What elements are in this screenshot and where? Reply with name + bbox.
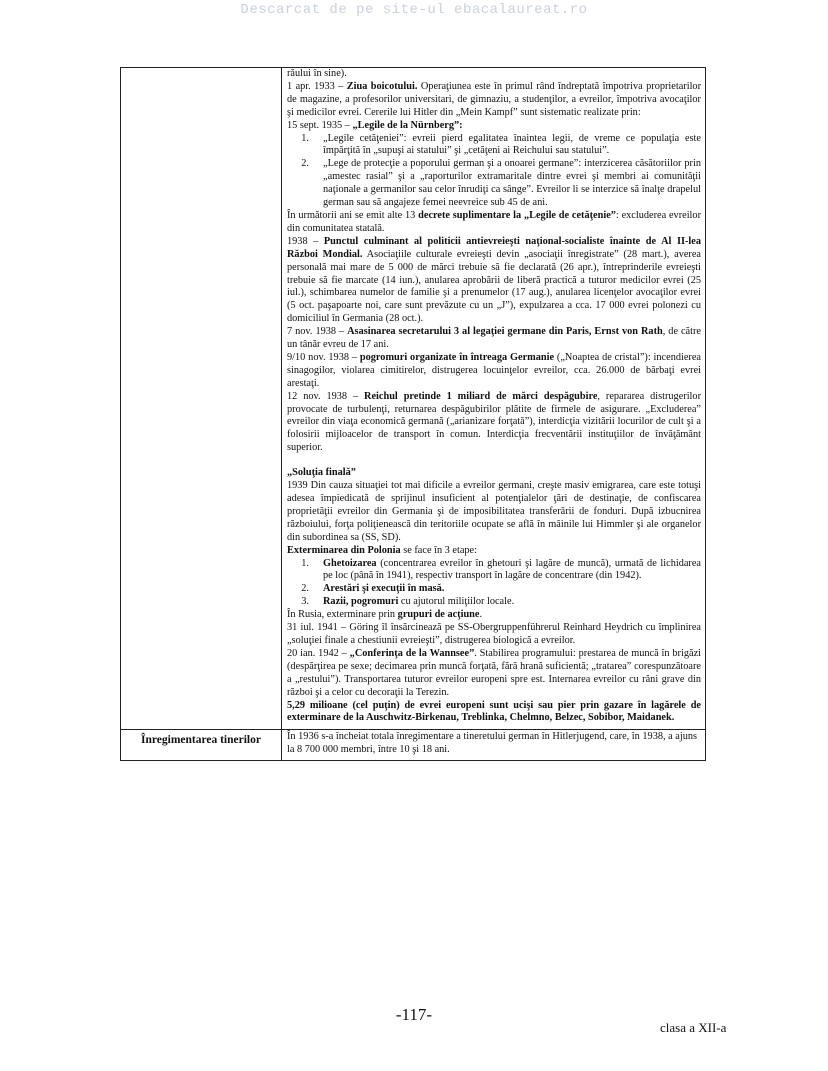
class-label: clasa a XII-a [660,1020,727,1035]
list-item: 1. Ghetoizarea (concentrarea evreilor în ghetouri şi lagăre de muncă), urmată de lichidarea pe loc (până în 1941), respectiv transport în lagăre de concentrare (din 1942). [301,557,701,582]
goring-paragraph: 31 iul. 1941 – Göring îl însărcinează pe SS-Obergruppenführerul Reinhard Heydrich cu împlinirea „soluţiei finale a chestiunii evreieşti”, distrugerea biologică a evreilor. [287,622,701,646]
boycott-paragraph: 1 apr. 1933 – Ziua boicotului. Operaţiunea este în primul rând îndreptată împotriva proprietarilor de magazine, a profesorilor universitari, de gimnaziu, a studenţilor, a evreilor, împotriva avocaţilor şi medicilor evrei. Cererile lui Hitler din „Mein Kampf” sunt sistematic realizate prin: [287,80,702,118]
list-item: 1. „Legile cetăţeniei”: evreii pierd egalitatea înaintea legii, de vreme ce populaţia este împărţită în „supuşi ai statului” şi „cetăţeni ai Reichului sau statului”. [301,132,701,157]
pogrom-paragraph: 9/10 nov. 1938 – pogromuri organizate în întreaga Germanie („Noaptea de cristal”): incendierea sinagogilor, violarea cimitirelor, distrugerea locuinţelor evreilor, cca. 26.000 de bărbaţi evrei arestaţi. [287,351,701,389]
spacer [287,455,701,467]
history-table [120,67,706,761]
watermark: Descarcat de pe site-ul ebacalaureat.ro [240,2,588,18]
youth-label: Înregimentarea tinerilor [121,730,282,761]
wannsee-paragraph: 20 ian. 1942 – „Conferinţa de la Wannsee”. Stabilirea programului: prestarea de muncă în brigăzi (despărţirea pe sexe; decimarea prin muncă forţată, fără hrană suficientă; „tratarea” corespunzătoare a „restului”). Transportarea tuturor evreilor europeni spre est. Internarea evreilor cu răni grave din război şi a celor cu decoraţii la Terezin. [287,647,701,698]
continuation-text: răului în sine). [287,68,347,79]
nurnberg-laws-list [287,133,701,210]
decrees-paragraph: În următorii ani se emit alte 13 decrete suplimentare la „Legile de cetăţenie”: excluderea evreilor din comunitatea statală. [287,209,701,234]
poland-heading: Exterminarea din Polonia se face în 3 etape: [287,544,477,556]
table-row [121,730,706,761]
final-solution-heading: „Soluţia finală” [287,467,356,479]
page-number: -117- [395,1005,433,1024]
rath-paragraph: 7 nov. 1938 – Asasinarea secretarului 3 al legaţiei germane din Paris, Ernst von Rath, de către un tânăr evreu de 17 ani. [287,326,701,351]
empty-label-cell [121,68,282,730]
poland-stages-list [287,558,701,610]
youth-text: În 1936 s-a încheiat totala înregimentare a tineretului german în Hitlerjugend, care, în 1938, a ajuns la 8 700 000 membri, între 10 şi 18 ani. [282,730,706,761]
victims-paragraph: 5,29 milioane (cel puţin) de evrei europeni sunt ucişi sau pier prin gazare în lagărele de exterminare de la Auschwitz-Birkenau, Treblinka, Chelmno, Belzec, Sobibor, Maidanek. [287,699,701,724]
year-1939-paragraph: 1939 Din cauza situaţiei tot mai dificile a evreilor germani, creşte masiv emigrarea, care este totuşi adesea împiedicată de sprijinul insuficient al potenţialelor ţări de destinaţie, de confiscarea proprietăţii evreilor din Germania şi de imposibilitatea transferării de fonduri. După izbucnirea războiului, forţa poliţienească din teritoriile ocupate se află în mâinile lui Himmler şi ale organelor din subordinea sa (SS, SD). [287,480,701,543]
russia-paragraph: În Rusia, exterminare prin grupuri de acţiune. [287,609,483,621]
nurnberg-heading: 15 sept. 1935 – „Legile de la Nürnberg”: [287,119,463,131]
list-item: 2. Arestări şi execuţii în masă. [301,583,445,595]
list-item: 2. „Lege de protecţie a poporului german şi a onoarei germane”: interzicerea căsătoriilor prin „amestec rasial” şi a „raporturilor extramaritale dintre evrei şi membri ai comunităţii naţionale a germanilor sau celor înrudiţi ca sânge”. Evreilor li se interzice să înalţe drapelul german sau să angajeze femei neevreice sub 45 de ani. [301,158,701,209]
table-row [121,68,706,730]
year-1938-paragraph: 1938 – Punctul culminant al politicii antievreieşti naţional-socialiste înainte de Al II-lea Război Mondial. Asociaţiile culturale evreieşti devin „asociaţii înregistrate” (28 mart.), averea personală mai mare de 5 000 de mărci trebuie să fie declarată (26 apr.), întreprinderile evreieşti trebuie să fie marcate (14 iun.), anularea aprobării de liberă practică a tuturor medicilor evrei (25 iul.), schimbarea numelor de familie şi a prenumelor (17 aug.), anularea licenţelor avocaţilor evrei (5 oct. paşapoarte noi, care sunt prevăzute cu un „J”), expulzarea a cca. 17 000 evrei polonezi cu domiciliul în Germania (28 oct.). [287,235,701,325]
content-cell [282,68,706,730]
list-item: 3. Razii, pogromuri cu ajutorul miliţiilor locale. [301,596,515,608]
fine-paragraph: 12 nov. 1938 – Reichul pretinde 1 miliard de mărci despăgubire, repararea distrugerilor provocate de turbulenţi, returnarea despăgubirilor plătite de firmele de asigurare. „Excluderea” evreilor din viaţa economică germană („arianizare forţată”), interdicţia vizitării locurilor de cult şi a folosirii mijloacelor de transport în comun. Interdicţia frecventării instituţiilor de învăţământ superior. [287,390,701,454]
